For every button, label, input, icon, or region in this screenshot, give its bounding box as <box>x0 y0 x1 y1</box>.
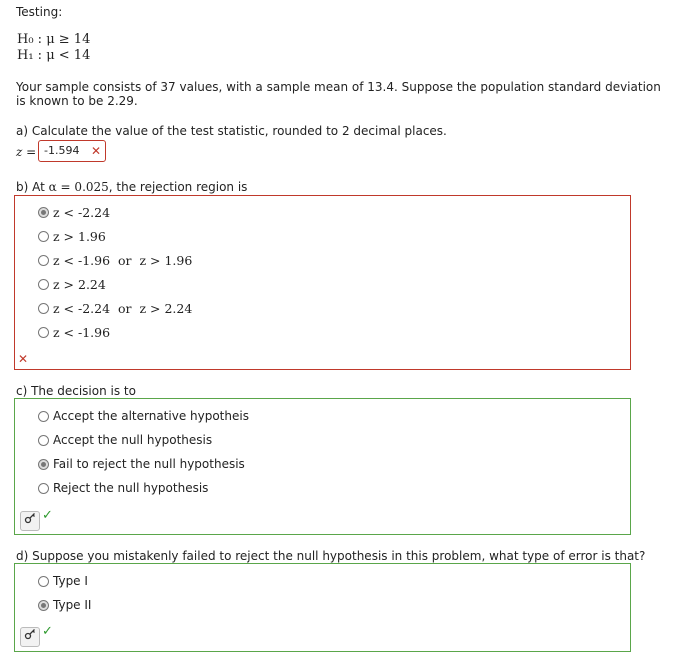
rejection-option-label: z > 2.24 <box>53 276 106 292</box>
decision-option[interactable] <box>38 407 249 425</box>
error-type-option[interactable] <box>38 596 91 614</box>
rejection-option-label: z < -1.96 <box>53 324 111 340</box>
rejection-option-label: z < -2.24 or z > 2.24 <box>53 300 193 316</box>
radio-icon[interactable] <box>38 255 49 266</box>
heading: Testing: <box>16 5 63 19</box>
rejection-option[interactable] <box>38 275 106 293</box>
key-icon[interactable] <box>20 627 40 647</box>
rejection-option-label: z > 1.96 <box>53 228 106 244</box>
decision-option[interactable] <box>38 455 245 473</box>
rejection-option[interactable] <box>38 299 192 317</box>
key-glyph-icon <box>24 512 36 524</box>
intro-line-1: Your sample consists of 37 values, with a sample mean of 13.4. Suppose the population standard deviation <box>16 80 661 94</box>
correct-icon: ✓ <box>42 624 53 639</box>
rejection-option[interactable] <box>38 203 110 221</box>
rejection-option[interactable] <box>38 323 110 341</box>
radio-icon[interactable] <box>38 576 49 587</box>
decision-option-label: Accept the null hypothesis <box>53 433 213 447</box>
test-statistic-value: -1.594 <box>44 144 80 157</box>
intro-line-2: is known to be 2.29. <box>16 94 138 108</box>
radio-icon[interactable] <box>38 279 49 290</box>
alternative-hypothesis: H₁ : μ < 14 <box>17 48 91 63</box>
error-type-option-label: Type II <box>53 598 92 612</box>
decision-option[interactable] <box>38 431 212 449</box>
radio-icon[interactable] <box>38 231 49 242</box>
rejection-option[interactable] <box>38 251 192 269</box>
radio-icon[interactable] <box>38 411 49 422</box>
part-d-prompt: d) Suppose you mistakenly failed to reject the null hypothesis in this problem, what type of error is that? <box>16 549 646 563</box>
radio-icon[interactable] <box>38 435 49 446</box>
error-type-box <box>14 563 631 652</box>
rejection-option[interactable] <box>38 227 106 245</box>
key-icon[interactable] <box>20 511 40 531</box>
part-b-prompt-suffix: , the rejection region is <box>108 180 248 194</box>
test-statistic-input[interactable] <box>38 140 106 162</box>
part-a-prompt: a) Calculate the value of the test statistic, rounded to 2 decimal places. <box>16 124 447 138</box>
radio-selected-icon[interactable] <box>38 207 49 218</box>
error-type-option-label: Type I <box>53 574 88 588</box>
incorrect-icon: ✕ <box>18 352 29 366</box>
radio-selected-icon[interactable] <box>38 459 49 470</box>
rejection-option-label: z < -2.24 <box>53 204 111 220</box>
decision-option[interactable] <box>38 479 208 497</box>
part-b-prompt <box>16 180 247 194</box>
decision-option-label: Accept the alternative hypotheis <box>53 409 249 423</box>
radio-icon[interactable] <box>38 483 49 494</box>
part-c-prompt: c) The decision is to <box>16 384 136 398</box>
decision-option-label: Fail to reject the null hypothesis <box>53 457 245 471</box>
rejection-option-label: z < -1.96 or z > 1.96 <box>53 252 193 268</box>
z-label: z = <box>16 145 37 159</box>
radio-icon[interactable] <box>38 327 49 338</box>
correct-icon: ✓ <box>42 508 53 523</box>
part-b-alpha: α = 0.025 <box>48 180 109 194</box>
part-b-prompt-prefix: b) At <box>16 180 49 194</box>
radio-icon[interactable] <box>38 303 49 314</box>
radio-selected-icon[interactable] <box>38 600 49 611</box>
rejection-region-box <box>14 195 631 370</box>
incorrect-icon: ✕ <box>90 144 101 158</box>
null-hypothesis: H₀ : μ ≥ 14 <box>17 32 91 47</box>
key-glyph-icon <box>24 628 36 640</box>
decision-option-label: Reject the null hypothesis <box>53 481 209 495</box>
error-type-option[interactable] <box>38 572 88 590</box>
